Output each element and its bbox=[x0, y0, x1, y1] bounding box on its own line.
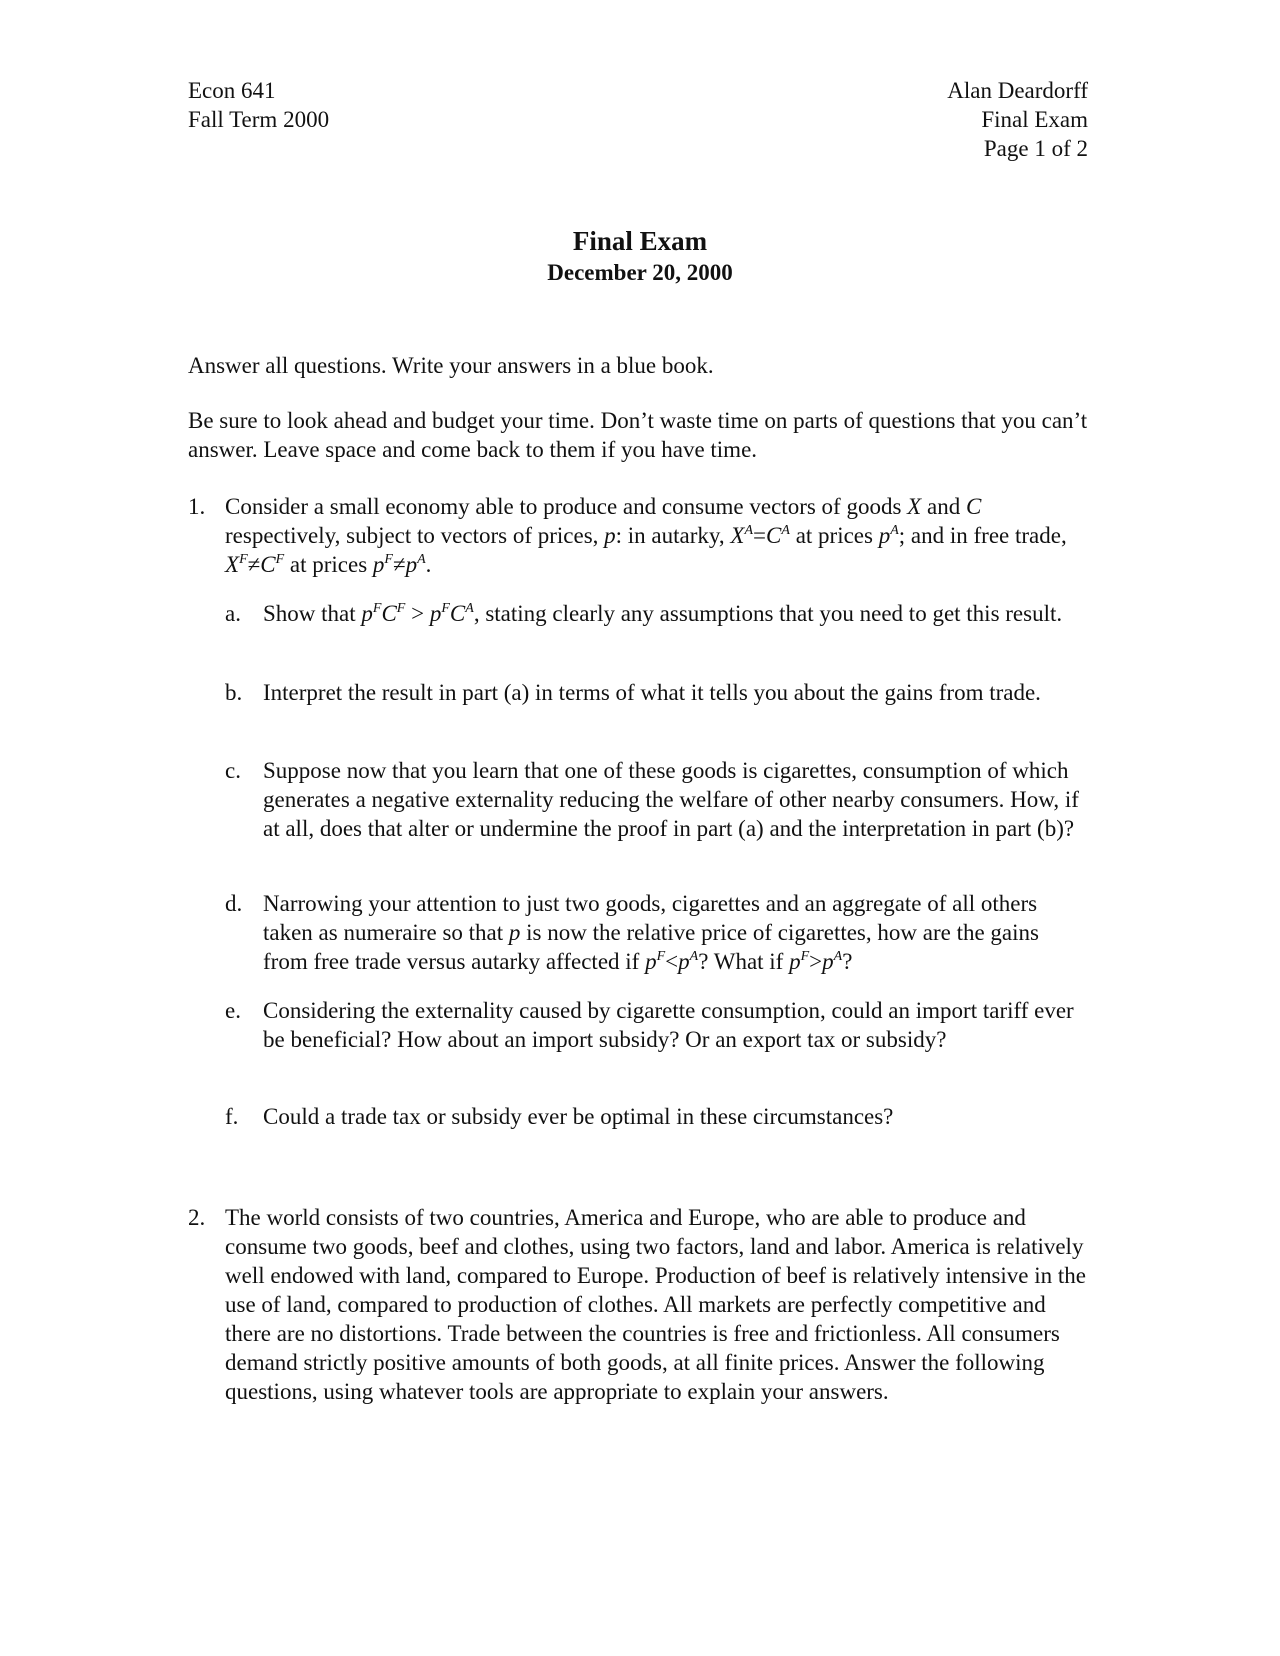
question-1-text: Consider a small economy able to produce and consume vectors of goods X and C respectively, subject to vectors of prices, p: in autarky, $X^A=C^A$ at prices $p^A$; and in free trade, $X^F\ne C^F$ at prices $p^F\ne p^A$. bbox=[225, 494, 1067, 577]
question-1b-text: Interpret the result in part (a) in terms of what it tells you about the gains from trade. bbox=[263, 680, 1041, 705]
question-1d bbox=[225, 889, 1085, 976]
header-left bbox=[188, 76, 329, 134]
part-letter: b. bbox=[225, 680, 243, 705]
question-1c bbox=[225, 756, 1085, 843]
header-right bbox=[947, 76, 1088, 163]
course-label: Econ 641 bbox=[188, 78, 276, 103]
question-number: 2. bbox=[188, 1205, 206, 1230]
page-title: Final Exam bbox=[572, 226, 708, 256]
part-letter: e. bbox=[225, 998, 241, 1023]
page-indicator: Page 1 of 2 bbox=[983, 136, 1088, 161]
exam-date: December 20, 2000 bbox=[547, 260, 733, 285]
part-letter: a. bbox=[225, 601, 241, 626]
part-letter: f. bbox=[225, 1104, 239, 1129]
title-block bbox=[0, 224, 1280, 287]
term-label: Fall Term 2000 bbox=[188, 107, 330, 132]
question-1a-text: Show that $p^FC^F > p^FC^A$, stating clearly any assumptions that you need to get this result. bbox=[263, 601, 1063, 626]
instruction-line-2: Be sure to look ahead and budget your time. Don’t waste time on parts of questions that you can’t answer. Leave space and come back to them if you have time. bbox=[188, 408, 1088, 462]
part-letter: d. bbox=[225, 891, 243, 916]
question-2 bbox=[188, 1203, 1088, 1406]
question-number: 1. bbox=[188, 494, 206, 519]
question-1f-text: Could a trade tax or subsidy ever be optimal in these circumstances? bbox=[263, 1104, 894, 1129]
doc-name: Final Exam bbox=[981, 107, 1088, 132]
instruction-line-1: Answer all questions. Write your answers in a blue book. bbox=[188, 353, 714, 378]
question-1a bbox=[225, 599, 1085, 628]
question-1f bbox=[225, 1102, 1085, 1131]
question-2-text: The world consists of two countries, America and Europe, who are able to produce and consume two goods, beef and clothes, using two factors, land and labor. America is relatively well endowed with land, compared to Europe. Production of beef is relatively intensive in the use of land, compared to production of clothes. All markets are perfectly competitive and there are no distortions. Trade between the countries is free and frictionless. All consumers demand strictly positive amounts of both goods, at all finite prices. Answer the following questions, using whatever tools are appropriate to explain your answers. bbox=[225, 1205, 1086, 1404]
question-1e-text: Considering the externality caused by cigarette consumption, could an import tariff ever be beneficial? How about an import subsidy? Or an export tax or subsidy? bbox=[263, 998, 1074, 1052]
part-letter: c. bbox=[225, 758, 241, 783]
question-1b bbox=[225, 678, 1085, 707]
question-1c-text: Suppose now that you learn that one of these goods is cigarettes, consumption of which generates a negative externality reducing the welfare of other nearby consumers. How, if at all, does that alter or undermine the proof in part (a) and the interpretation in part (b)? bbox=[263, 758, 1079, 841]
question-1e bbox=[225, 996, 1085, 1054]
question-1 bbox=[188, 492, 1088, 579]
question-1d-text: Narrowing your attention to just two goods, cigarettes and an aggregate of all others taken as numeraire so that p is now the relative price of cigarettes, how are the gains from free trade versus autarky affected if $p^F<p^A$? What if $p^F>p^A$? bbox=[263, 891, 1039, 974]
instructor-name: Alan Deardorff bbox=[947, 78, 1088, 103]
